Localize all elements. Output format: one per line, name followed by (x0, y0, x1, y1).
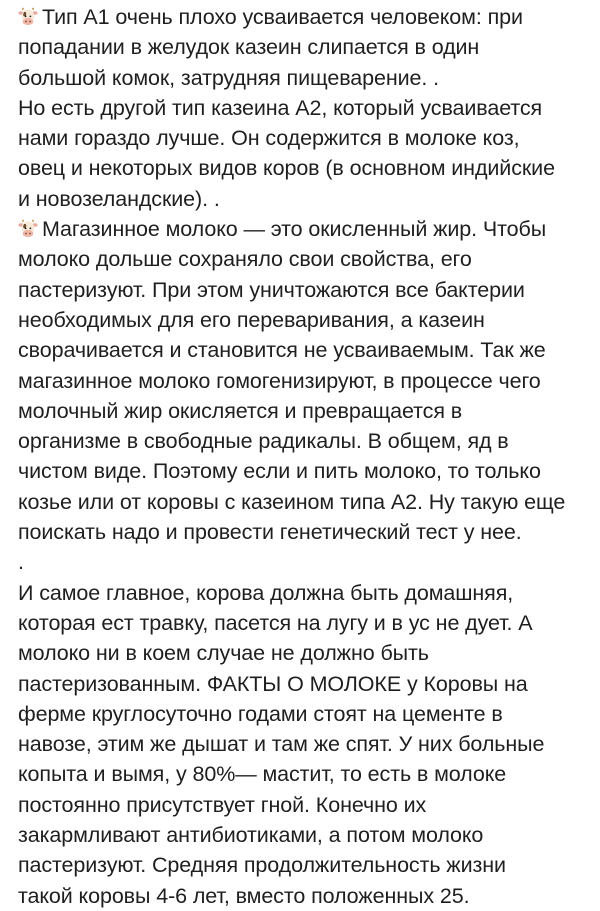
text-line: пастеризованным. ФАКТЫ О МОЛОКЕ у Коровы на (18, 671, 528, 696)
text-line: магазинное молоко гомогенизируют, в процессе чего (18, 368, 541, 393)
text-line: и новозеландские). . (18, 186, 220, 211)
text-line: сворачивается и становится не усваиваемым. Так же (18, 338, 546, 363)
cow-face-icon (18, 219, 38, 239)
cow-face-icon (18, 7, 38, 27)
text-line: закармливают антибиотиками, а потом молоко (18, 823, 484, 848)
text-line: Магазинное молоко — это окисленный жир. Чтобы (18, 214, 590, 244)
text-line: ферме круглосуточно годами стоят на цементе в (18, 701, 503, 726)
text-line: И самое главное, корова должна быть домашняя, (18, 580, 514, 605)
text-line: чистом виде. Поэтому если и пить молоко, то только (18, 459, 541, 484)
text-line: Но есть другой тип казеина А2, который усваивается (18, 95, 543, 120)
text-line: козье или от коровы с казеином типа А2. Ну такую еще (18, 489, 566, 514)
text-line: молочный жир окисляется и превращается в (18, 398, 463, 423)
text-line: навозе, этим же дышат и там же спят. У них больные (18, 732, 545, 757)
text-line: нами гораздо лучше. Он содержится в молоке коз, (18, 126, 520, 151)
text-line: копыта и вымя, у 80%— мастит, то есть в молоке (18, 762, 507, 787)
text-line: овец и некоторых видов коров (в основном индийские (18, 156, 555, 181)
text-line: которая ест травку, пасется на лугу и в ус не дует. А (18, 610, 533, 635)
text-line: молоко дольше сохраняло свои свойства, его (18, 247, 472, 272)
text-line: постоянно присутствует гной. Конечно их (18, 792, 427, 817)
text-line: такой коровы 4-6 лет, вместо положенных 25. (18, 883, 470, 908)
post-text (18, 2, 590, 911)
text-line: . (18, 550, 24, 575)
text-line: поискать надо и провести генетический тест у нее. (18, 520, 522, 545)
text-line: большой комок, затрудняя пищеварение. . (18, 65, 440, 90)
text-line: организме в свободные радикалы. В общем, яд в (18, 429, 509, 454)
text-line: пастеризуют. Средняя продолжительность жизни (18, 853, 506, 878)
text-line: попадании в желудок казеин слипается в один (18, 35, 480, 60)
text-line: Тип А1 очень плохо усваивается человеком: при (18, 2, 590, 32)
text-line: необходимых для его переваривания, а казеин (18, 307, 485, 332)
text-line: пастеризуют. При этом уничтожаются все бактерии (18, 277, 525, 302)
text-line: молоко ни в коем случае не должно быть (18, 641, 429, 666)
